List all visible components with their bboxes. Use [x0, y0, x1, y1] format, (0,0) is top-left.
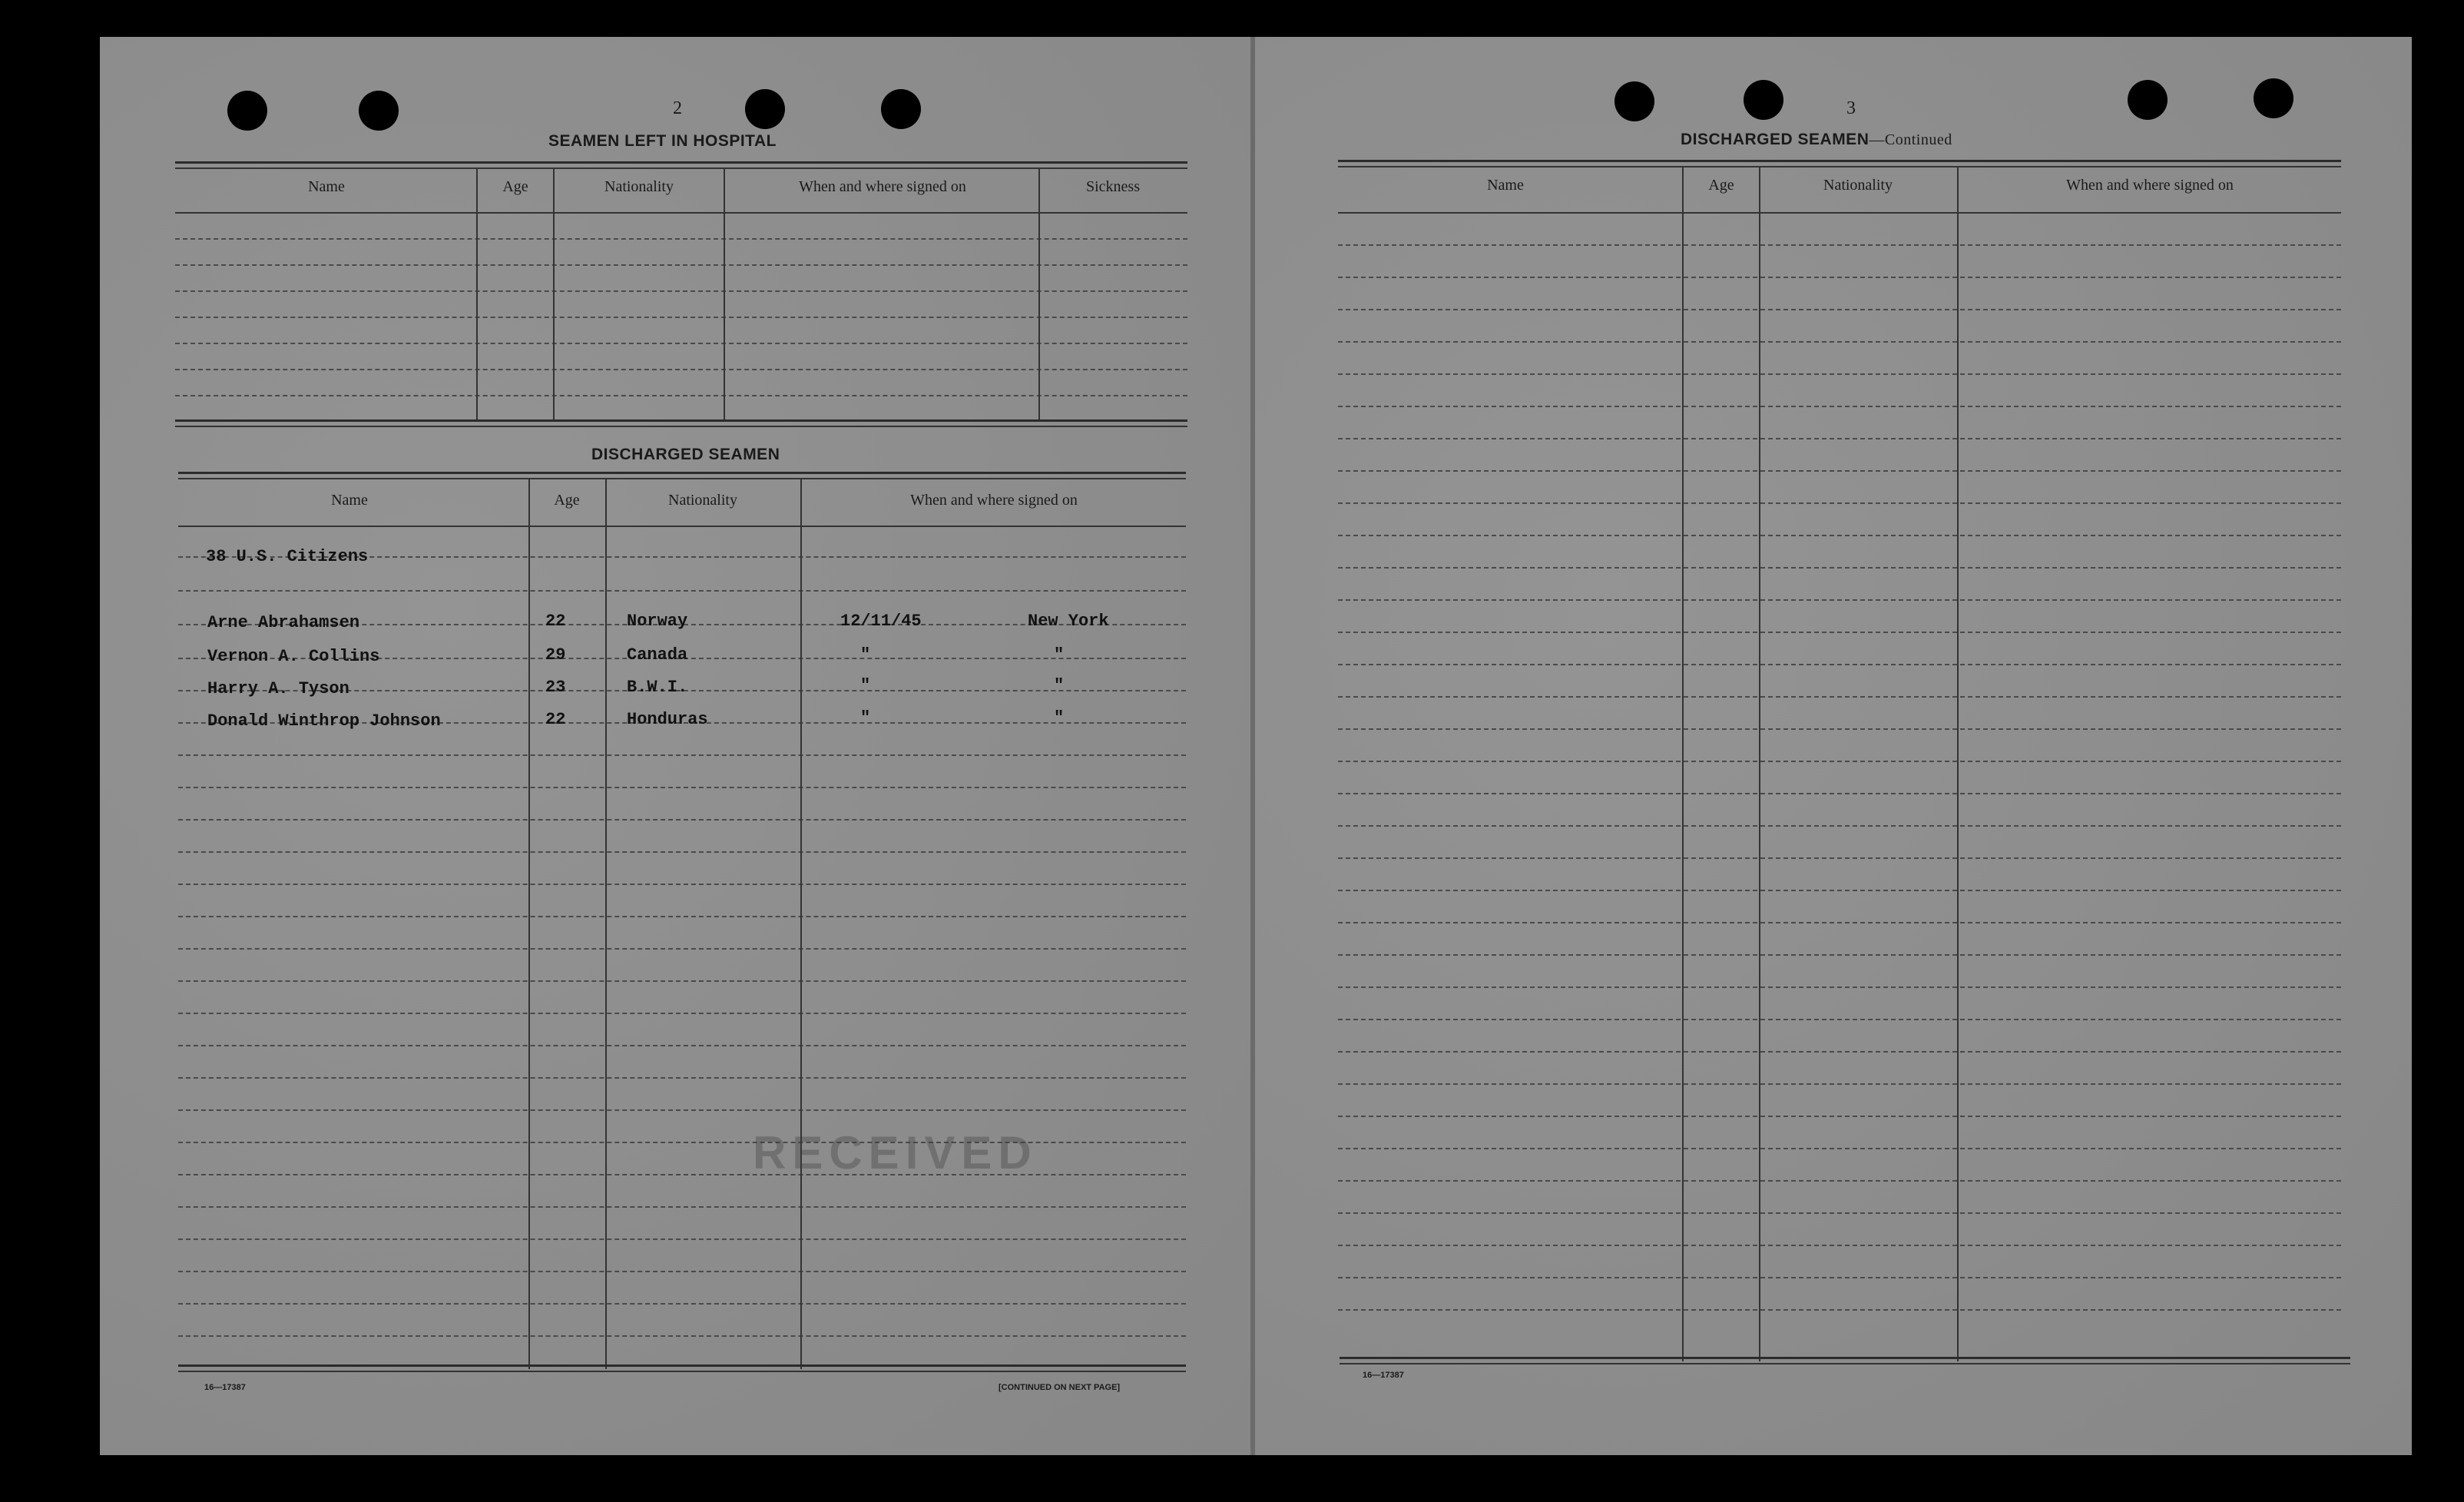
right-row-line [1338, 1277, 2341, 1278]
discharged-bottom-rule-2 [178, 1371, 1186, 1372]
hospital-col-divider [553, 167, 555, 421]
discharged-col-signed: When and where signed on [910, 492, 1078, 509]
page-number: 2 [673, 98, 682, 118]
right-row-line [1338, 728, 2341, 730]
row-1-age: 22 [545, 612, 566, 631]
hospital-col-signed: When and where signed on [799, 178, 966, 195]
discharged-row-line [178, 851, 1186, 853]
right-bottom-rule-2 [1340, 1363, 2350, 1364]
punch-hole [1615, 81, 1654, 121]
right-row-line [1338, 535, 2341, 536]
discharged-top-rule-2 [178, 478, 1186, 479]
right-row-line [1338, 825, 2341, 827]
row-3-name: Harry A. Tyson [207, 679, 349, 698]
right-col-nationality: Nationality [1823, 177, 1893, 194]
right-row-line [1338, 890, 2341, 891]
punch-hole [2128, 80, 2168, 120]
row-4-nationality: Honduras [627, 710, 708, 729]
right-row-line [1338, 406, 2341, 407]
right-col-divider [1682, 166, 1684, 1361]
hospital-col-sickness: Sickness [1086, 178, 1140, 195]
discharged-row-line [178, 754, 1186, 756]
hospital-col-nationality: Nationality [604, 178, 674, 195]
right-row-line [1338, 1116, 2341, 1117]
hospital-top-rule-2 [175, 167, 1187, 169]
right-row-line [1338, 567, 2341, 569]
row-2-date: " [860, 645, 871, 665]
discharged-continued-title [1681, 131, 1952, 149]
discharged-top-rule [178, 472, 1186, 474]
right-row-line [1338, 1245, 2341, 1246]
hospital-col-divider [724, 167, 725, 421]
discharged-col-divider [528, 478, 530, 1369]
hospital-row-line [175, 264, 1187, 266]
right-row-line [1338, 470, 2341, 472]
row-3-age: 23 [545, 678, 566, 697]
right-row-line [1338, 986, 2341, 988]
discharged-title: DISCHARGED SEAMEN [591, 446, 780, 463]
discharged-continued-main: DISCHARGED SEAMEN [1681, 131, 1870, 148]
right-top-rule-2 [1338, 166, 2341, 167]
punch-hole [227, 91, 267, 131]
discharged-col-nationality: Nationality [668, 492, 737, 509]
hospital-row-line [175, 343, 1187, 344]
right-row-line [1338, 1180, 2341, 1182]
left-page [100, 37, 1252, 1455]
discharged-row-line [178, 980, 1186, 982]
row-1-place: New York [1028, 612, 1109, 631]
discharged-row-line [178, 1045, 1186, 1046]
right-row-line [1338, 954, 2341, 956]
right-row-line [1338, 696, 2341, 698]
hospital-header-rule [175, 212, 1187, 214]
left-footer-code: 16—17387 [204, 1383, 246, 1392]
right-top-rule [1338, 160, 2341, 162]
right-header-rule [1338, 212, 2341, 214]
discharged-row-line [178, 1238, 1186, 1240]
hospital-title: SEAMEN LEFT IN HOSPITAL [548, 132, 777, 150]
discharged-row-line [178, 819, 1186, 821]
discharged-row-line [178, 787, 1186, 788]
right-page [1254, 37, 2412, 1455]
right-row-line [1338, 1148, 2341, 1149]
right-row-line [1338, 1083, 2341, 1085]
discharged-row-line [178, 1303, 1186, 1305]
right-row-line [1338, 922, 2341, 923]
citizens-note: 38 U.S. Citizens [206, 547, 369, 566]
page-number: 3 [1846, 98, 1856, 118]
discharged-row-line [178, 1013, 1186, 1014]
right-row-line [1338, 1309, 2341, 1311]
discharged-row-line [178, 590, 1186, 592]
page-fold [1250, 37, 1255, 1455]
discharged-header-rule [178, 526, 1186, 527]
right-footer-code: 16—17387 [1363, 1371, 1404, 1380]
right-row-line [1338, 761, 2341, 762]
hospital-col-divider [476, 167, 478, 421]
hospital-row-line [175, 290, 1187, 292]
hospital-bottom-rule-2 [175, 426, 1187, 427]
right-col-signed: When and where signed on [2066, 177, 2234, 194]
discharged-row-line [178, 948, 1186, 950]
row-2-name: Vernon A. Collins [207, 647, 380, 666]
right-row-line [1338, 277, 2341, 278]
row-4-age: 22 [545, 710, 566, 729]
right-bottom-rule [1340, 1357, 2350, 1359]
row-3-nationality: B.W.I. [627, 678, 688, 697]
row-1-nationality: Norway [627, 612, 688, 631]
discharged-col-name: Name [331, 492, 368, 509]
hospital-row-line [175, 238, 1187, 240]
row-4-place: " [1054, 708, 1065, 728]
punch-hole [2254, 78, 2293, 118]
right-col-age: Age [1708, 177, 1734, 194]
discharged-continued-suffix: —Continued [1869, 131, 1952, 148]
row-3-place: " [1054, 676, 1065, 695]
punch-hole [359, 91, 399, 131]
right-row-line [1338, 793, 2341, 794]
right-col-divider [1957, 166, 1959, 1361]
right-row-line [1338, 438, 2341, 439]
right-row-line [1338, 309, 2341, 310]
right-row-line [1338, 244, 2341, 246]
punch-hole [1744, 80, 1783, 120]
right-col-divider [1759, 166, 1760, 1361]
hospital-top-rule [175, 161, 1187, 164]
right-row-line [1338, 502, 2341, 504]
discharged-row-line [178, 884, 1186, 885]
right-row-line [1338, 1019, 2341, 1020]
hospital-col-age: Age [502, 178, 528, 195]
discharged-row-line [178, 1206, 1186, 1208]
punch-hole [881, 89, 921, 129]
discharged-row-line [178, 1271, 1186, 1272]
right-row-line [1338, 664, 2341, 665]
discharged-row-line [178, 1077, 1186, 1079]
right-row-line [1338, 632, 2341, 633]
row-4-name: Donald Winthrop Johnson [207, 711, 441, 731]
right-row-line [1338, 1051, 2341, 1053]
right-row-line [1338, 599, 2341, 601]
discharged-col-divider [605, 478, 607, 1369]
row-1-name: Arne Abrahamsen [207, 613, 360, 632]
right-row-line [1338, 373, 2341, 375]
discharged-bottom-rule [178, 1364, 1186, 1367]
discharged-row-line [178, 916, 1186, 917]
right-row-line [1338, 857, 2341, 859]
row-2-age: 29 [545, 645, 566, 665]
row-3-date: " [860, 676, 871, 695]
hospital-row-line [175, 395, 1187, 396]
hospital-bottom-rule [175, 419, 1187, 422]
hospital-col-name: Name [308, 178, 345, 195]
row-2-nationality: Canada [627, 645, 688, 665]
continued-note: [CONTINUED ON NEXT PAGE] [999, 1383, 1121, 1392]
row-2-place: " [1054, 645, 1065, 665]
hospital-row-line [175, 317, 1187, 318]
punch-hole [745, 89, 785, 129]
discharged-row-line [178, 1109, 1186, 1111]
hospital-col-divider [1038, 167, 1040, 421]
hospital-row-line [175, 369, 1187, 370]
discharged-col-age: Age [554, 492, 580, 509]
right-row-line [1338, 1212, 2341, 1214]
received-stamp: RECEIVED [753, 1127, 1038, 1179]
row-4-date: " [860, 708, 871, 728]
discharged-col-divider [800, 478, 802, 1369]
right-col-name: Name [1487, 177, 1524, 194]
right-row-line [1338, 341, 2341, 343]
row-1-date: 12/11/45 [840, 612, 922, 631]
discharged-row-line [178, 1335, 1186, 1337]
